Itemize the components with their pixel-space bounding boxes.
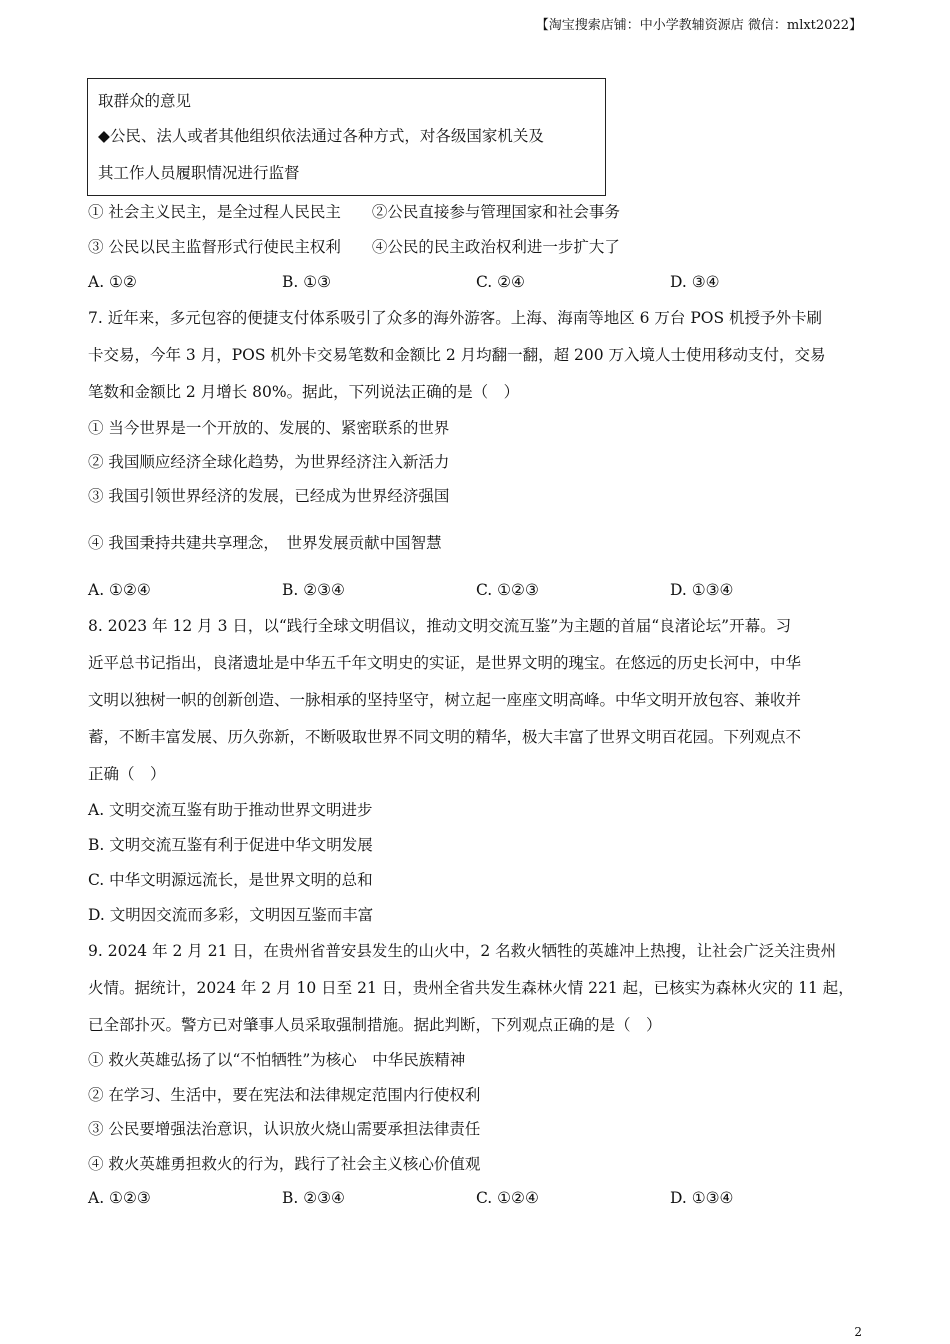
q8-stem-line: 近平总书记指出，良渚遗址是中华五千年文明史的实证，是世界文明的瑰宝。在悠远的历史长河中，中华 bbox=[88, 654, 802, 672]
q7-option-b[interactable]: B. ②③④ bbox=[282, 581, 345, 599]
q9-statement: ④ 救火英雄勇担救火的行为，践行了社会主义核心价值观 bbox=[88, 1155, 481, 1173]
q6-statement: ① 社会主义民主，是全过程人民民主 ②公民直接参与管理国家和社会事务 bbox=[88, 203, 620, 221]
q9-option-b[interactable]: B. ②③④ bbox=[282, 1189, 345, 1207]
q9-statement: ② 在学习、生活中，要在宪法和法律规定范围内行使权利 bbox=[88, 1086, 481, 1104]
q7-stem-line: 7. 近年来，多元包容的便捷支付体系吸引了众多的海外游客。上海、海南等地区 6 万台 POS 机授予外卡刷 bbox=[88, 309, 823, 327]
q8-option-c[interactable]: C. 中华文明源远流长，是世界文明的总和 bbox=[88, 871, 373, 889]
q7-option-d[interactable]: D. ①③④ bbox=[670, 581, 734, 599]
box-line: 取群众的意见 bbox=[98, 92, 192, 110]
q9-stem-line: 9. 2024 年 2 月 21 日，在贵州省普安县发生的山火中，2 名救火牺牲的英雄冲上热搜，让社会广泛关注贵州 bbox=[88, 942, 837, 960]
q9-statement: ① 救火英雄弘扬了以“不怕牺牲”为核心 中华民族精神 bbox=[88, 1051, 466, 1069]
q8-stem-line: 蓄，不断丰富发展、历久弥新，不断吸取世界不同文明的精华，极大丰富了世界文明百花园。下列观点不 bbox=[88, 728, 802, 746]
q9-stem-line: 已全部扑灭。警方已对肇事人员采取强制措施。据此判断，下列观点正确的是（ ） bbox=[88, 1016, 662, 1034]
box-line: 其工作人员履职情况进行监督 bbox=[98, 164, 300, 182]
q8-stem-line: 8. 2023 年 12 月 3 日，以“践行全球文明倡议，推动文明交流互鉴”为主题的首届“良渚论坛”开幕。习 bbox=[88, 617, 792, 635]
q9-stem-line: 火情。据统计，2024 年 2 月 10 日至 21 日，贵州全省共发生森林火情 221 起，已核实为森林火灾的 11 起， bbox=[88, 979, 854, 997]
q8-option-b[interactable]: B. 文明交流互鉴有利于促进中华文明发展 bbox=[88, 836, 373, 854]
q7-statement: ③ 我国引领世界经济的发展，已经成为世界经济强国 bbox=[88, 487, 450, 505]
header-note: 【淘宝搜索店铺：中小学教辅资源店 微信：mlxt2022】 bbox=[535, 18, 862, 33]
q6-statement: ③ 公民以民主监督形式行使民主权利 ④公民的民主政治权利进一步扩大了 bbox=[88, 238, 620, 256]
q7-statement: ② 我国顺应经济全球化趋势，为世界经济注入新活力 bbox=[88, 453, 450, 471]
material-box bbox=[87, 78, 606, 196]
q9-statement: ③ 公民要增强法治意识，认识放火烧山需要承担法律责任 bbox=[88, 1120, 481, 1138]
q7-statement: ① 当今世界是一个开放的、发展的、紧密联系的世界 bbox=[88, 419, 450, 437]
q7-stem-line: 卡交易，今年 3 月，POS 机外卡交易笔数和金额比 2 月均翻一翻，超 200 万入境人士使用移动支付，交易 bbox=[88, 346, 826, 364]
box-line: ◆公民、法人或者其他组织依法通过各种方式，对各级国家机关及 bbox=[98, 127, 544, 145]
q6-option-d[interactable]: D. ③④ bbox=[670, 273, 720, 291]
q7-statement: ④ 我国秉持共建共享理念， 世界发展贡献中国智慧 bbox=[88, 534, 442, 552]
q9-option-a[interactable]: A. ①②③ bbox=[88, 1189, 151, 1207]
q9-option-c[interactable]: C. ①②④ bbox=[476, 1189, 539, 1207]
q6-option-a[interactable]: A. ①② bbox=[88, 273, 137, 291]
q7-option-c[interactable]: C. ①②③ bbox=[476, 581, 539, 599]
q8-option-d[interactable]: D. 文明因交流而多彩，文明因互鉴而丰富 bbox=[88, 906, 374, 924]
q7-stem-line: 笔数和金额比 2 月增长 80%。据此，下列说法正确的是（ ） bbox=[88, 383, 520, 401]
page-number: 2 bbox=[854, 1325, 862, 1339]
q8-stem-line: 正确（ ） bbox=[88, 765, 166, 783]
q8-option-a[interactable]: A. 文明交流互鉴有助于推动世界文明进步 bbox=[88, 801, 373, 819]
q9-option-d[interactable]: D. ①③④ bbox=[670, 1189, 734, 1207]
q8-stem-line: 文明以独树一帜的创新创造、一脉相承的坚持坚守，树立起一座座文明高峰。中华文明开放包容、兼收并 bbox=[88, 691, 802, 709]
q6-option-c[interactable]: C. ②④ bbox=[476, 273, 525, 291]
q6-option-b[interactable]: B. ①③ bbox=[282, 273, 332, 291]
q7-option-a[interactable]: A. ①②④ bbox=[88, 581, 151, 599]
